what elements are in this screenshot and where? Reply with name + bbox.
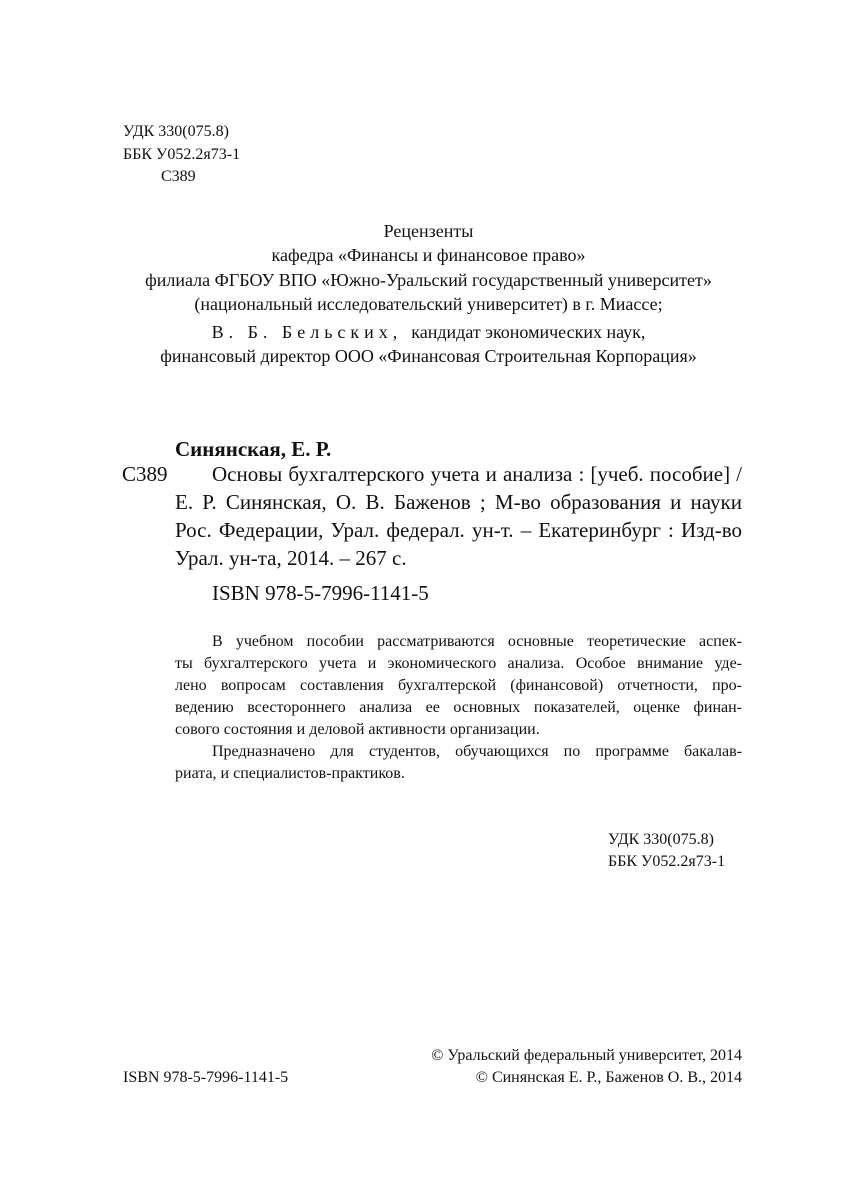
bib-line4: Урал. ун-та, 2014. – 267 с.	[175, 546, 407, 570]
annotation-p1-line2: ты бухгалтерского учета и экономического анализа. Особое внимание уде-	[175, 655, 742, 672]
imprint-isbn: ISBN 978-5-7996-1141-5	[123, 1069, 289, 1086]
annotation-p1-line4: ведению всестороннего анализа ее основных показателей, оценке финан-	[175, 699, 742, 716]
footer-udk: УДК 330(075.8)	[608, 831, 714, 848]
header-bbk: ББК У052.2я73-1	[123, 146, 241, 163]
annotation-p1-line1: В учебном пособии рассматриваются основные теоретические аспек-	[212, 633, 742, 650]
bib-mark: С389	[122, 462, 168, 486]
reviewer-name: В. Б. Бельских,	[211, 322, 403, 342]
copyright-authors: © Синянская Е. Р., Баженов О. В., 2014	[475, 1069, 742, 1086]
header-udk: УДК 330(075.8)	[123, 123, 229, 140]
reviewers-person-line1	[0, 320, 857, 344]
reviewer-degree: кандидат экономических наук,	[411, 322, 646, 342]
reviewers-person-line2: финансовый директор ООО «Финансовая Строительная Корпорация»	[160, 346, 697, 366]
reviewers-heading: Рецензенты	[383, 221, 474, 241]
bib-line3: Рос. Федерации, Урал. федерал. ун-т. – Екатеринбург : Изд-во	[175, 518, 742, 542]
bib-line1: Основы бухгалтерского учета и анализа : [учеб. пособие] /	[212, 462, 742, 486]
copyright-university: © Уральский федеральный университет, 2014	[431, 1047, 742, 1064]
annotation-p1-line5: сового состояния и деловой активности организации.	[175, 721, 540, 738]
bib-isbn: ISBN 978-5-7996-1141-5	[212, 581, 429, 605]
annotation-p1-line3: лено вопросам составления бухгалтерской (финансовой) отчетности, про-	[175, 677, 742, 694]
annotation-p2-line2: риата, и специалистов-практиков.	[175, 765, 405, 782]
reviewers-org-line1: кафедра «Финансы и финансовое право»	[271, 245, 586, 265]
reviewers-org-line3: (национальный исследовательский университет) в г. Миассе;	[194, 294, 663, 314]
reviewers-org-line2: филиала ФГБОУ ВПО «Южно-Уральский государственный университет»	[145, 270, 712, 290]
annotation-p2-line1: Предназначено для студентов, обучающихся по программе бакалав-	[212, 743, 742, 760]
footer-bbk: ББК У052.2я73-1	[608, 853, 726, 870]
bib-author: Синянская, Е. Р.	[175, 437, 332, 461]
bib-line2: Е. Р. Синянская, О. В. Баженов ; М-во образования и науки	[175, 490, 742, 514]
header-author-mark: С389	[161, 168, 196, 185]
